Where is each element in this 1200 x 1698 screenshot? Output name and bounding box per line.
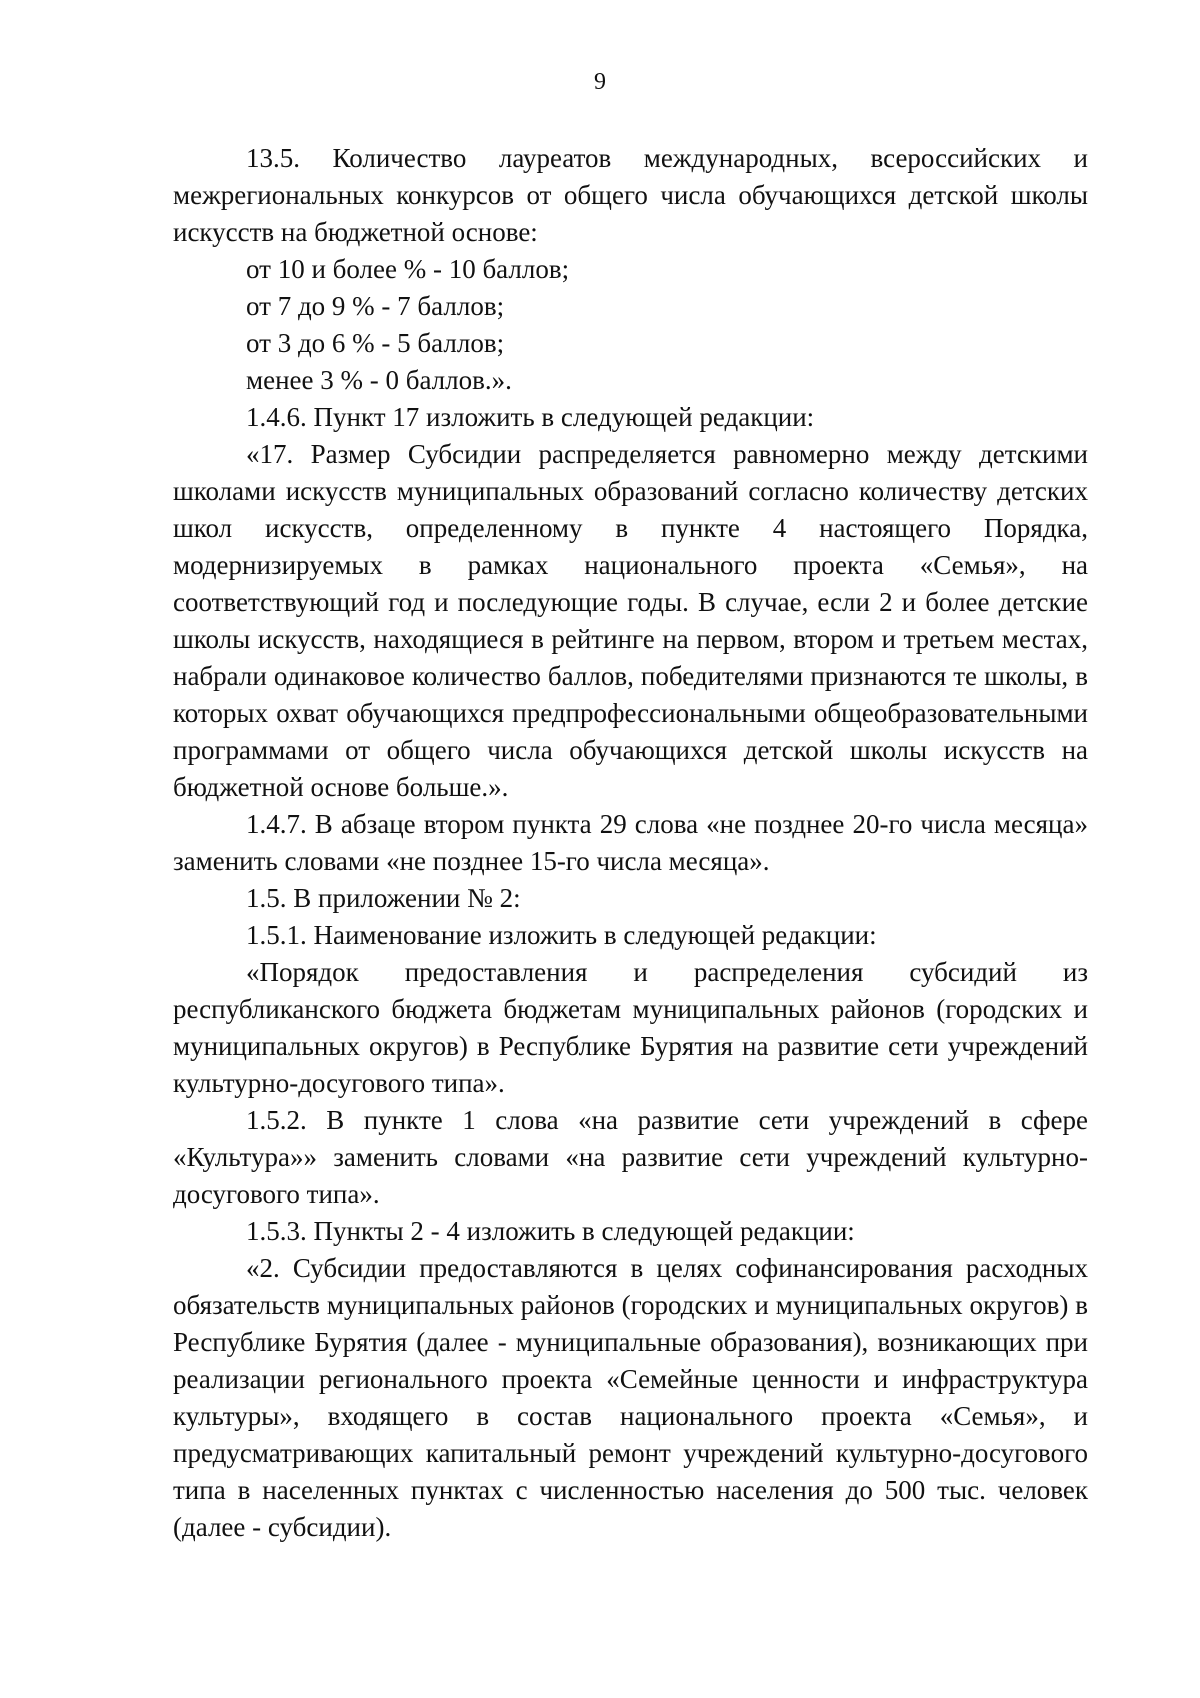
paragraph-title-text: «Порядок предоставления и распределения субсидий из республиканского бюджета бюджетам муниципальных районов (городских и муниципальных округов) в Республике Бурятия на развитие сети учреждений культурно-досугового типа». (173, 957, 1088, 1098)
paragraph-1-4-6: 1.4.6. Пункт 17 изложить в следующей редакции: (246, 402, 815, 432)
score-line-7-9: от 7 до 9 % - 7 баллов; (246, 291, 505, 321)
score-line-under-3: менее 3 % - 0 баллов.». (246, 365, 512, 395)
paragraph-1-4-7: 1.4.7. В абзаце втором пункта 29 слова «не позднее 20-го числа месяца» заменить словами «не позднее 15-го числа месяца». (173, 809, 1088, 876)
document-body (173, 140, 1088, 1546)
score-line-10-plus: от 10 и более % - 10 баллов; (246, 254, 570, 284)
paragraph-13-5: 13.5. Количество лауреатов международных, всероссийских и межрегиональных конкурсов от общего числа обучающихся детской школы искусств на бюджетной основе: (173, 143, 1088, 247)
paragraph-1-5: 1.5. В приложении № 2: (246, 883, 521, 913)
paragraph-1-5-2: 1.5.2. В пункте 1 слова «на развитие сети учреждений в сфере «Культура»» заменить словами «на развитие сети учреждений культурно-досугового типа». (173, 1105, 1088, 1209)
page-number: 9 (594, 69, 606, 95)
score-line-3-6: от 3 до 6 % - 5 баллов; (246, 328, 505, 358)
paragraph-17-text: «17. Размер Субсидии распределяется равномерно между детскими школами искусств муниципальных образований согласно количеству детских школ искусств, определенному в пункте 4 настоящего Порядка, модернизируемых в рамках национального проекта «Семья», на соответствующий год и последующие годы. В случае, если 2 и более детские школы искусств, находящиеся в рейтинге на первом, втором и третьем местах, набрали одинаковое количество баллов, победителями признаются те школы, в которых охват обучающихся предпрофессиональными общеобразовательными программами от общего числа обучающихся детской школы искусств на бюджетной основе больше.». (173, 439, 1088, 802)
paragraph-1-5-1: 1.5.1. Наименование изложить в следующей редакции: (246, 920, 877, 950)
paragraph-2-text: «2. Субсидии предоставляются в целях софинансирования расходных обязательств муниципальных районов (городских и муниципальных округов) в Республике Бурятия (далее - муниципальные образования), возникающих при реализации регионального проекта «Семейные ценности и инфраструктура культуры», входящего в состав национального проекта «Семья», и предусматривающих капитальный ремонт учреждений культурно-досугового типа в населенных пунктах с численностью населения до 500 тыс. человек (далее - субсидии). (173, 1253, 1088, 1542)
paragraph-1-5-3: 1.5.3. Пункты 2 - 4 изложить в следующей редакции: (246, 1216, 855, 1246)
